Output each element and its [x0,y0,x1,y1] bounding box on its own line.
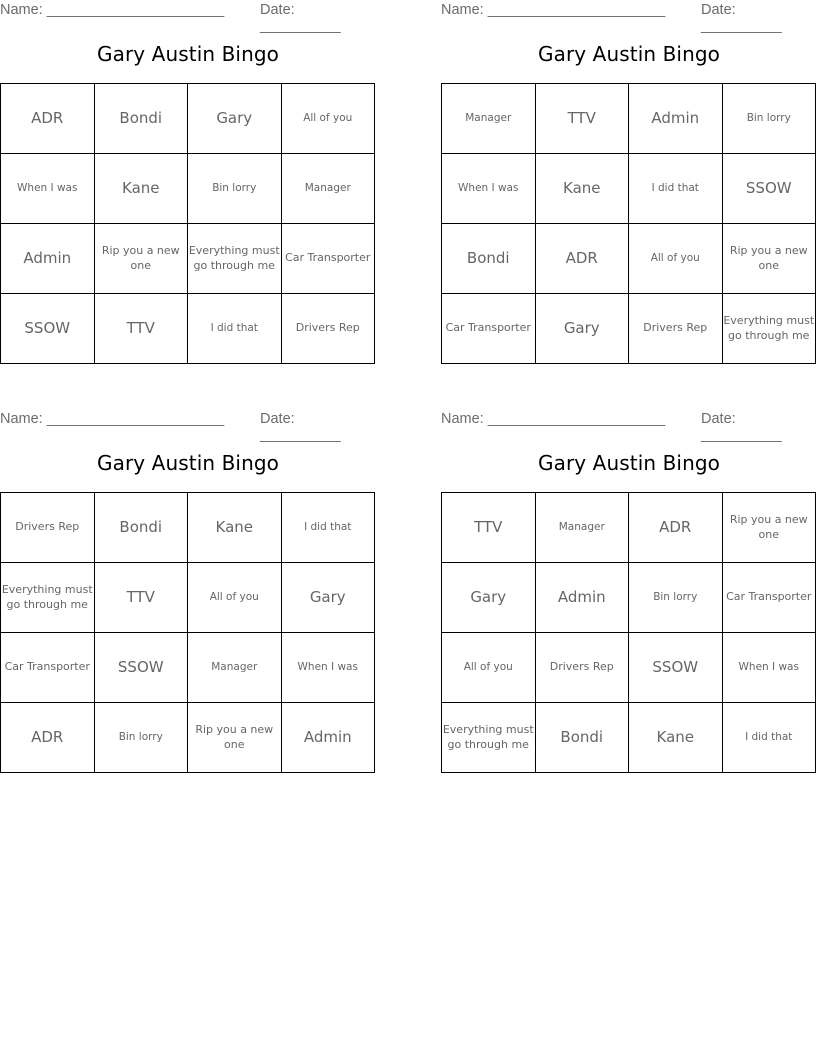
bingo-cell: Bin lorry [629,563,723,633]
bingo-cell: Gary [442,563,536,633]
grid-row [1,563,375,633]
card-title: Gary Austin Bingo [97,42,279,66]
bingo-cell: Manager [535,493,629,563]
name-date-header [0,409,376,443]
bingo-cell: When I was [281,633,375,703]
bingo-cell: I did that [722,703,816,773]
name-field-label: Name: ______________________ [441,411,666,427]
bingo-cell: SSOW [94,633,188,703]
bingo-cell: Bondi [442,224,536,294]
bingo-cell: Kane [535,154,629,224]
bingo-cell: Gary [535,294,629,364]
name-date-header [441,0,816,34]
bingo-cell: When I was [1,154,95,224]
grid-row [442,493,816,563]
bingo-cell: ADR [1,84,95,154]
name-field-label: Name: ______________________ [0,2,225,18]
bingo-cell: SSOW [1,294,95,364]
bingo-cell: Kane [629,703,723,773]
bingo-cell: Bondi [94,84,188,154]
bingo-cell: Drivers Rep [535,633,629,703]
bingo-cell: TTV [94,294,188,364]
bingo-cell: TTV [535,84,629,154]
bingo-cell: When I was [442,154,536,224]
date-field-label: Date: __________ [260,2,341,34]
grid-row [442,633,816,703]
bingo-cell: Car Transporter [722,563,816,633]
name-date-header [0,0,376,34]
bingo-cell: Rip you a new one [94,224,188,294]
bingo-cell: I did that [281,493,375,563]
grid-row [442,703,816,773]
bingo-cell: I did that [188,294,282,364]
name-date-header [441,409,816,443]
bingo-cell: Admin [629,84,723,154]
bingo-cell: Manager [281,154,375,224]
bingo-cell: Admin [281,703,375,773]
bingo-cell: Manager [188,633,282,703]
bingo-grid [441,83,816,364]
bingo-cell: Manager [442,84,536,154]
bingo-cell: I did that [629,154,723,224]
bingo-cell: Car Transporter [281,224,375,294]
bingo-cell: Bin lorry [722,84,816,154]
bingo-cell: Car Transporter [442,294,536,364]
bingo-cell: Everything must go through me [722,294,816,364]
grid-row [442,294,816,364]
bingo-grid [0,492,375,773]
grid-row [1,154,375,224]
bingo-cell: Gary [281,563,375,633]
bingo-cell: Rip you a new one [722,224,816,294]
bingo-cell: ADR [1,703,95,773]
bingo-cell: Drivers Rep [281,294,375,364]
grid-row [1,493,375,563]
bingo-cell: Bondi [535,703,629,773]
bingo-grid [0,83,375,364]
grid-row [442,563,816,633]
bingo-cell: All of you [188,563,282,633]
bingo-cell: Everything must go through me [442,703,536,773]
bingo-cell: SSOW [629,633,723,703]
bingo-grid [441,492,816,773]
bingo-cell: All of you [281,84,375,154]
card-title: Gary Austin Bingo [538,451,720,475]
bingo-cell: TTV [94,563,188,633]
bingo-cell: All of you [442,633,536,703]
grid-row [1,294,375,364]
date-field-label: Date: __________ [701,2,782,34]
bingo-cell: Car Transporter [1,633,95,703]
date-field-label: Date: __________ [701,411,782,443]
bingo-cell: Rip you a new one [722,493,816,563]
grid-row [442,224,816,294]
name-field-label: Name: ______________________ [441,2,666,18]
bingo-cell: ADR [629,493,723,563]
bingo-cell: Admin [1,224,95,294]
date-field-label: Date: __________ [260,411,341,443]
bingo-cell: All of you [629,224,723,294]
bingo-cell: Kane [188,493,282,563]
bingo-cell: When I was [722,633,816,703]
bingo-cell: Drivers Rep [1,493,95,563]
bingo-cell: Gary [188,84,282,154]
bingo-cell: SSOW [722,154,816,224]
grid-row [442,154,816,224]
bingo-cell: Bin lorry [188,154,282,224]
name-field-label: Name: ______________________ [0,411,225,427]
bingo-cell: Everything must go through me [1,563,95,633]
bingo-cell: TTV [442,493,536,563]
grid-row [1,84,375,154]
bingo-cell: Kane [94,154,188,224]
bingo-cell: Everything must go through me [188,224,282,294]
grid-row [1,633,375,703]
grid-row [1,703,375,773]
bingo-cell: Bin lorry [94,703,188,773]
grid-row [1,224,375,294]
card-title: Gary Austin Bingo [538,42,720,66]
bingo-cell: Admin [535,563,629,633]
bingo-cell: Drivers Rep [629,294,723,364]
bingo-cell: Bondi [94,493,188,563]
bingo-cell: Rip you a new one [188,703,282,773]
bingo-cell: ADR [535,224,629,294]
card-title: Gary Austin Bingo [97,451,279,475]
grid-row [442,84,816,154]
